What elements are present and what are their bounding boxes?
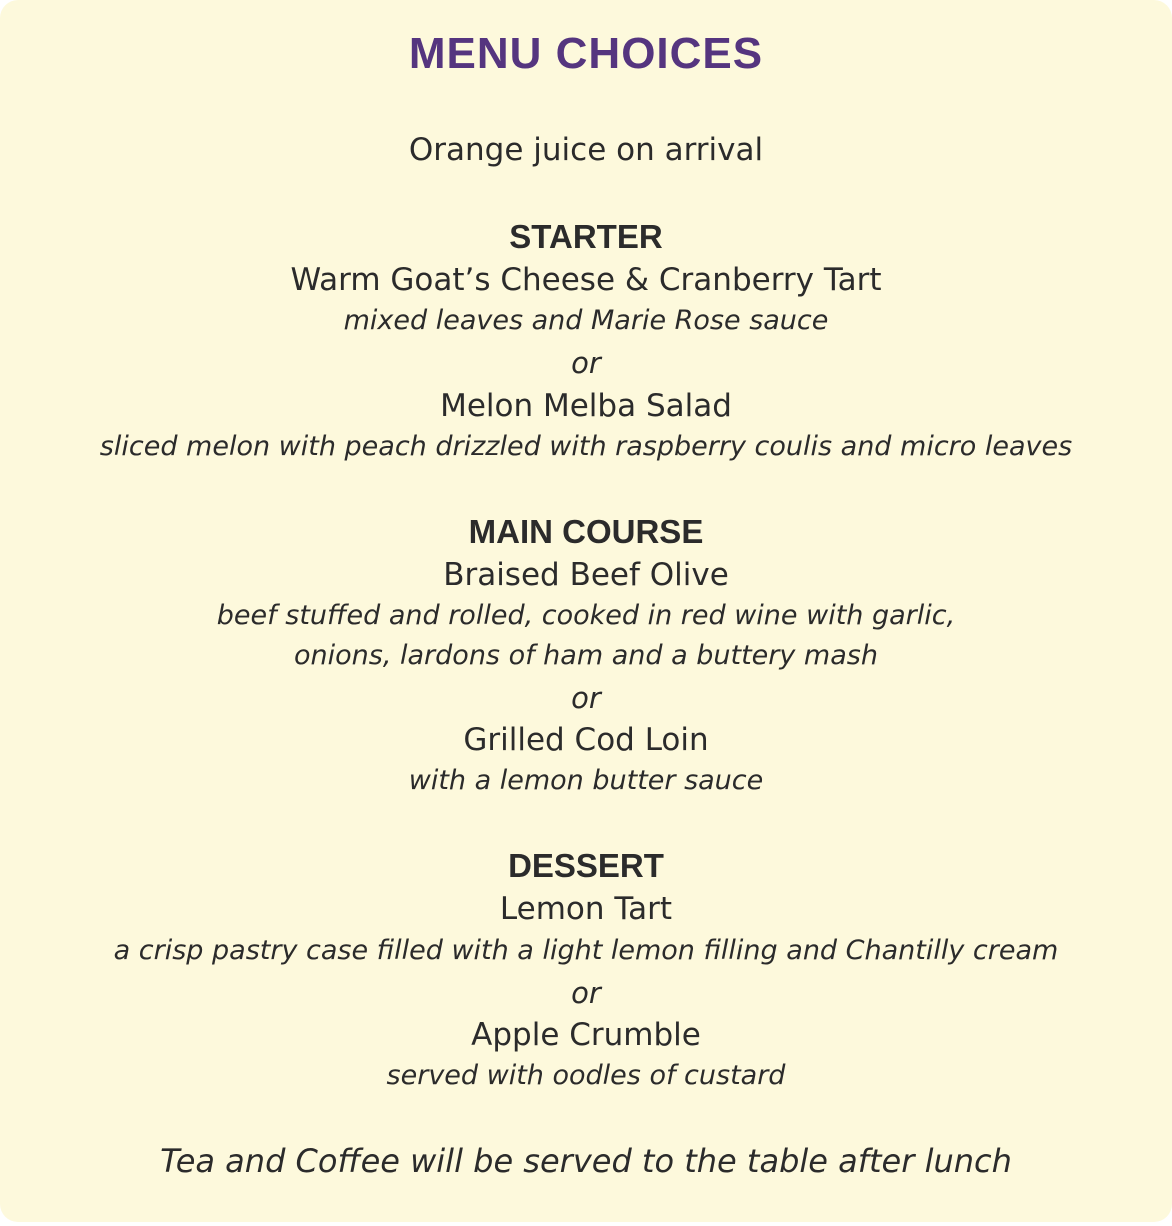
main-option-2-name: Grilled Cod Loin — [463, 722, 709, 758]
main-or: or — [571, 681, 601, 715]
starter-option-1-desc: mixed leaves and Marie Rose sauce — [343, 305, 829, 336]
menu-title: MENU CHOICES — [408, 29, 764, 78]
starter-option-1-name: Warm Goat’s Cheese & Cranberry Tart — [290, 262, 882, 298]
main-option-1-desc-line-2: onions, lardons of ham and a buttery mash — [294, 640, 878, 671]
dessert-heading: DESSERT — [508, 847, 664, 884]
dessert-option-1-desc: a crisp pastry case filled with a light lemon filling and Chantilly cream — [113, 935, 1059, 966]
main-option-2-desc: with a lemon butter sauce — [408, 765, 764, 796]
starter-option-2-desc: sliced melon with peach drizzled with raspberry coulis and micro leaves — [99, 431, 1073, 462]
main-option-1-desc-line-1: beef stuffed and rolled, cooked in red wine with garlic, — [216, 600, 956, 631]
dessert-option-1-name: Lemon Tart — [499, 891, 673, 927]
starter-heading: STARTER — [509, 218, 663, 255]
starter-or: or — [571, 346, 601, 380]
intro-text: Orange juice on arrival — [408, 132, 764, 168]
main-heading: MAIN COURSE — [468, 513, 704, 550]
starter-option-2-name: Melon Melba Salad — [440, 388, 732, 424]
closing-note: Tea and Coffee will be served to the table after lunch — [160, 1142, 1012, 1180]
dessert-or: or — [571, 976, 601, 1010]
dessert-option-2-name: Apple Crumble — [471, 1017, 701, 1053]
dessert-option-2-desc: served with oodles of custard — [386, 1060, 786, 1091]
main-option-1-name: Braised Beef Olive — [443, 557, 729, 593]
